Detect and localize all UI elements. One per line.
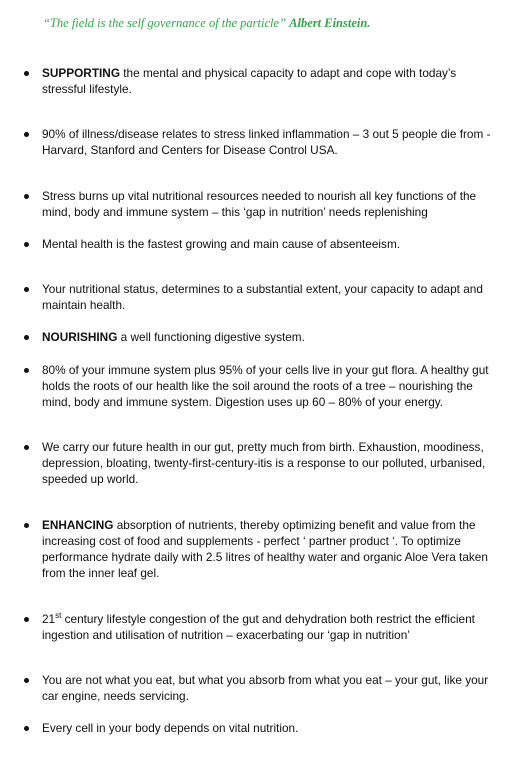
item-text: Mental health is the fastest growing and main cause of absenteeism. xyxy=(42,237,401,251)
list-item xyxy=(24,188,494,220)
list-item xyxy=(24,362,494,410)
item-keyword: ENHANCING xyxy=(42,518,114,532)
item-text: 90% of illness/disease relates to stress linked inflammation – 3 out 5 people die from - Harvard, Stanford and Centers for Disease Control USA. xyxy=(42,127,491,157)
item-text: 80% of your immune system plus 95% of your cells live in your gut flora. A healthy gut holds the roots of our health like the soil around the roots of a tree – nourishing the mind, body and immune system. Digestion uses up 60 – 80% of your energy. xyxy=(42,363,489,409)
item-text: Every cell in your body depends on vital nutrition. xyxy=(42,721,299,735)
bullet-icon xyxy=(24,523,29,528)
bullet-icon xyxy=(24,242,29,247)
list-item xyxy=(24,720,494,736)
list-item xyxy=(24,281,494,313)
bullet-icon xyxy=(24,726,29,731)
list-item xyxy=(24,329,494,345)
list-item xyxy=(24,126,494,158)
list-item xyxy=(24,517,494,581)
item-text: the mental and physical capacity to adapt and cope with today’s stressful lifestyle. xyxy=(42,66,457,96)
bullet-icon xyxy=(24,287,29,292)
list-item xyxy=(24,65,494,97)
bullet-icon xyxy=(24,445,29,450)
item-text: You are not what you eat, but what you absorb from what you eat – your gut, like your car engine, needs servicing. xyxy=(42,673,489,703)
quote-text: “The field is the self governance of the particle” xyxy=(43,16,290,30)
item-keyword: NOURISHING xyxy=(42,330,118,344)
item-keyword: SUPPORTING xyxy=(42,66,120,80)
quote xyxy=(43,16,370,31)
item-text: absorption of nutrients, thereby optimizing benefit and value from the increasing cost of food and supplements - perfect ‘ partner product ‘. To optimize performance hydrate daily with 2.5 litres of healthy water and organic Aloe Vera taken from the inner leaf gel. xyxy=(42,518,488,580)
item-superscript: st xyxy=(55,611,62,621)
bullet-icon xyxy=(24,617,29,622)
list-item xyxy=(24,611,494,643)
item-text: We carry our future health in our gut, pretty much from birth. Exhaustion, moodiness, depression, bloating, twenty-first-century-itis is a response to our polluted, urbanised, speeded up world. xyxy=(42,440,486,486)
bullet-icon xyxy=(24,335,29,340)
item-text: century lifestyle congestion of the gut and dehydration both restrict the efficient ingestion and utilisation of nutrition – exacerbating our ‘gap in nutrition’ xyxy=(42,612,475,642)
bullet-icon xyxy=(24,71,29,76)
item-text: Stress burns up vital nutritional resources needed to nourish all key functions of the mind, body and immune system – this ‘gap in nutrition’ needs replenishing xyxy=(42,189,477,219)
bullet-icon xyxy=(24,678,29,683)
list-item xyxy=(24,439,494,487)
bullet-icon xyxy=(24,132,29,137)
item-prefix: 21 xyxy=(42,612,56,626)
bullet-icon xyxy=(24,368,29,373)
list-item xyxy=(24,236,494,252)
list-item xyxy=(24,672,494,704)
bullet-icon xyxy=(24,194,29,199)
quote-author: Albert Einstein. xyxy=(289,16,371,30)
item-text: Your nutritional status, determines to a substantial extent, your capacity to adapt and maintain health. xyxy=(42,282,483,312)
item-text: a well functioning digestive system. xyxy=(117,330,305,344)
